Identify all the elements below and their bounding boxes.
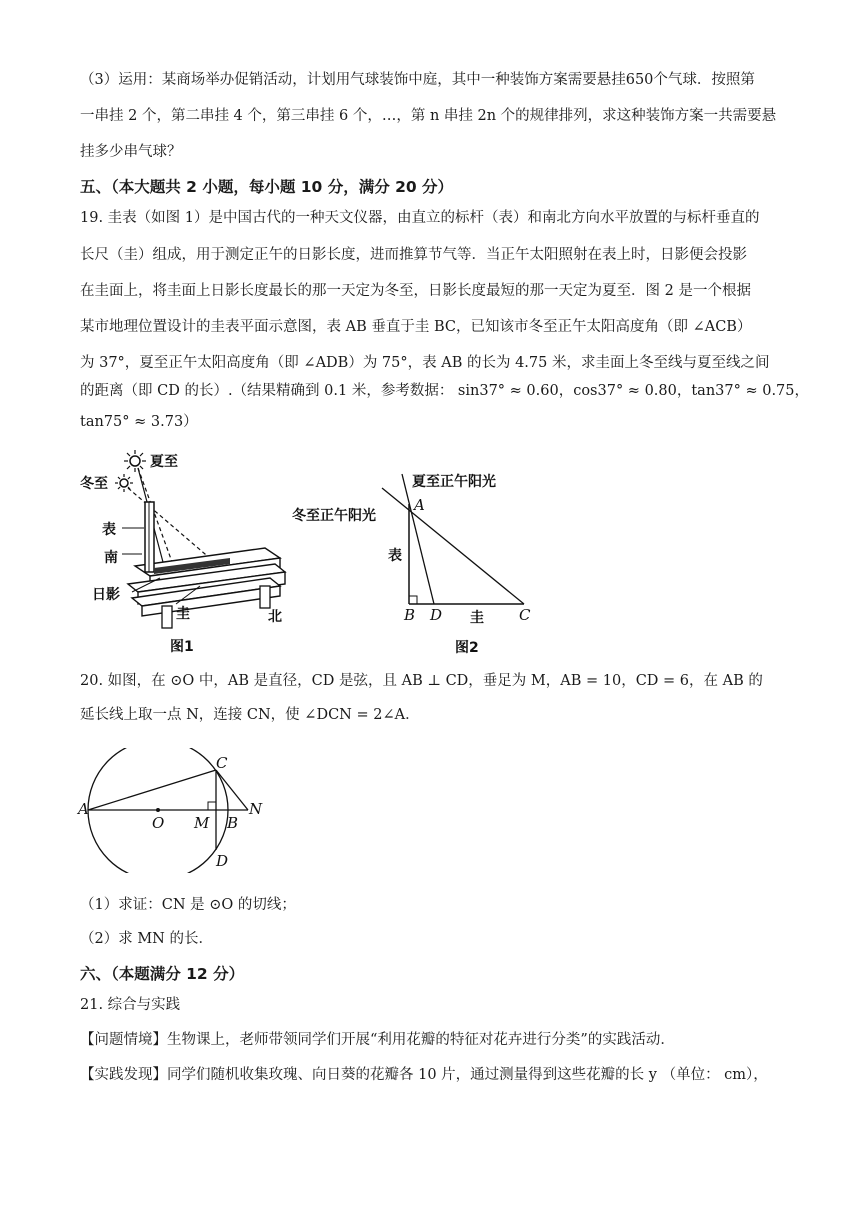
q19-line-1: 19. 圭表（如图 1）是中国古代的一种天文仪器，由直立的标杆（表）和南北方向水平放置的与标杆垂直的 <box>80 210 760 226</box>
fig3-point-b: B <box>227 814 239 832</box>
section-5-heading: 五、（本大题共 2 小题，每小题 10 分，满分 20 分） <box>80 178 454 196</box>
q19-line-6: 的距离（即 CD 的长）.（结果精确到 0.1 米，参考数据： sin37° ≈ 0.60，cos37° ≈ 0.80，tan37° ≈ 0.75， <box>80 383 810 399</box>
q20-sub-1: （1）求证：CN 是 ⊙O 的切线； <box>80 897 296 913</box>
figure-1-gnomon <box>80 446 310 656</box>
fig2-label-biao: 表 <box>388 548 402 564</box>
fig2-label-gui: 圭 <box>470 610 484 626</box>
fig3-point-d: D <box>216 852 229 870</box>
fig3-point-n: N <box>249 800 263 818</box>
fig2-point-d: D <box>430 606 443 624</box>
fig3-point-c: C <box>216 754 228 772</box>
q19-line-7: tan75° ≈ 3.73） <box>80 414 198 430</box>
q19-line-5: 为 37°，夏至正午太阳高度角（即 ∠ADB）为 75°，表 AB 的长为 4.75 米，求圭面上冬至线与夏至线之间 <box>80 355 770 371</box>
fig2-point-a: A <box>414 496 425 514</box>
fig1-label-winter: 冬至 <box>80 476 108 492</box>
fig3-point-o: O <box>152 814 165 832</box>
fig1-label-shadow: 日影 <box>92 587 120 603</box>
q19-line-4: 某市地理位置设计的圭表平面示意图，表 AB 垂直于圭 BC，已知该市冬至正午太阳高度角（即 ∠ACB） <box>80 319 752 335</box>
q18-3-line-2: 一串挂 2 个，第二串挂 4 个，第三串挂 6 个，…，第 n 串挂 2n 个的规律排列，求这种装饰方案一共需要悬 <box>80 108 777 124</box>
q20-line-1: 20. 如图，在 ⊙O 中，AB 是直径，CD 是弦，且 AB ⊥ CD，垂足为 M，AB = 10，CD = 6，在 AB 的 <box>80 673 763 689</box>
fig2-label-winter-light: 冬至正午阳光 <box>292 508 376 524</box>
figure-2-plane-diagram <box>290 466 540 656</box>
q21-line-1: 21. 综合与实践 <box>80 997 181 1013</box>
fig1-label-north: 北 <box>268 609 282 625</box>
q18-3-line-1: （3）运用：某商场举办促销活动，计划用气球装饰中庭，其中一种装饰方案需要悬挂650个气球．按照第 <box>80 72 755 88</box>
fig1-caption: 图1 <box>170 639 194 655</box>
fig2-label-summer-light: 夏至正午阳光 <box>412 474 496 490</box>
q19-line-3: 在圭面上，将圭面上日影长度最长的那一天定为冬至，日影长度最短的那一天定为夏至．图 2 是一个根据 <box>80 283 751 299</box>
fig1-label-gui: 圭 <box>176 606 190 622</box>
fig3-point-m: M <box>194 814 210 832</box>
q20-sub-2: （2）求 MN 的长． <box>80 931 213 947</box>
q20-line-2: 延长线上取一点 N，连接 CN，使 ∠DCN = 2∠A． <box>80 707 420 723</box>
fig1-label-summer: 夏至 <box>150 454 178 470</box>
section-6-heading: 六、（本题满分 12 分） <box>80 965 245 983</box>
fig2-point-b: B <box>404 606 416 624</box>
summer-sun-icon <box>124 450 146 472</box>
q21-line-3: 【实践发现】同学们随机收集玫瑰、向日葵的花瓣各 10 片，通过测量得到这些花瓣的长 y （单位： cm）， <box>80 1067 768 1083</box>
q21-line-2: 【问题情境】生物课上，老师带领同学们开展“利用花瓣的特征对花卉进行分类”的实践活动． <box>80 1032 675 1048</box>
q18-3-line-3: 挂多少串气球？ <box>80 144 182 160</box>
q19-line-2: 长尺（圭）组成，用于测定正午的日影长度，进而推算节气等．当正午太阳照射在表上时，日影便会投影 <box>80 247 747 263</box>
fig3-point-a: A <box>78 800 89 818</box>
fig2-point-c: C <box>519 606 531 624</box>
fig1-label-biao: 表 <box>102 522 116 538</box>
fig1-label-south: 南 <box>104 550 118 566</box>
figure-3-circle <box>76 748 276 873</box>
fig2-caption: 图2 <box>455 640 479 656</box>
